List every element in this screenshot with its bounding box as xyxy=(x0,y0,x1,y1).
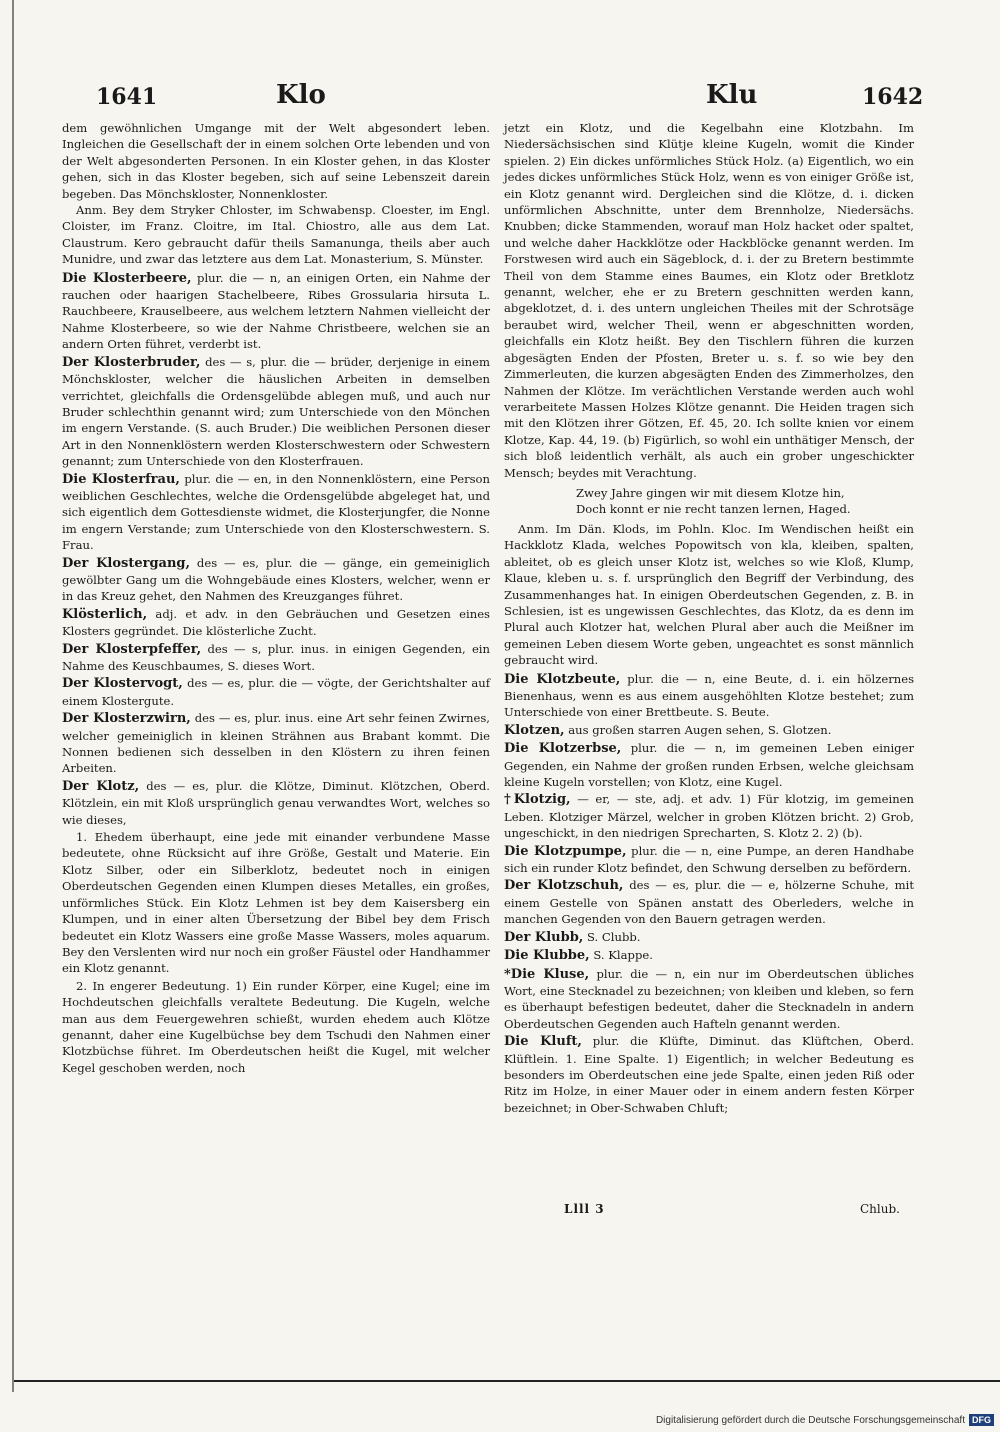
dfg-logo: DFG xyxy=(969,1414,994,1426)
definition: plur. die — n, eine Pumpe, an deren Handhabe sich ein runder Klotz befindet, den Schwung derselben zu befördern. xyxy=(504,843,915,876)
annotation: Anm. Bey dem Stryker Chloster, im Schwabensp. Cloester, im Engl. Cloister, im Franz. Cloitre, im Ital. Chiostro, alle aus dem Lat. Claustrum. Kero gebraucht dafür theils Samanunga, theils aber auch Munidre, und zwar das letztere aus dem Lat. Monasterium, S. Münster. xyxy=(62,203,490,267)
definition: aus großen starren Augen sehen, S. Glotzen. xyxy=(568,722,832,737)
definition: plur. die — n, im gemeinen Leben einiger Gegenden, ein Nahme der großen runden Erbsen, welche gleichsam kleine Kugeln vorstellen; von Klotz, eine Kugel. xyxy=(504,741,915,790)
lemma: Die Klosterbeere, xyxy=(62,270,192,286)
footer-credit xyxy=(656,1414,994,1426)
lemma: Klösterlich, xyxy=(62,606,148,622)
definition: plur. die — n, ein nur im Oberdeutschen übliches Wort, eine Stecknadel zu bezeichnen; von kleiben und kleben, so fern es überhaupt befestigen bedeutet, daher die Stecknadeln in andern Oberdeutschen Gegenden auch Hafteln genannt werden. xyxy=(504,966,914,1031)
running-head-left: Klo xyxy=(276,80,326,110)
entry-klotzschuh xyxy=(504,877,914,927)
lemma: Der Klosterpfeffer, xyxy=(62,641,202,657)
definition: — er, — ste, adj. et adv. 1) Für klotzig, im gemeinen Leben. Klotziger Märzel, welcher in groben Klötzen bricht. 2) Grob, ungeschickt, in den niedrigen Sprecharten, S. Klotz 2. 2) (b). xyxy=(504,792,914,841)
entry-klosterbeere xyxy=(62,270,490,353)
definition: plur. die — en, in den Nonnenklöstern, eine Person weiblichen Geschlechtes, welche die Ordensgelübde abgeleget hat, und sich eigentlich dem Gottesdienste widmet, die Klosterjungfer, die Nonne im engern Verstande; zum Unterschiede von den Klosterschwestern. S. Frau. xyxy=(62,471,491,553)
page-number-left: 1641 xyxy=(96,84,158,110)
entry-kloesterlich xyxy=(62,606,490,640)
entry-klotzig xyxy=(504,791,914,841)
page-edge xyxy=(12,0,14,1392)
lemma: Die Klubbe, xyxy=(504,948,590,964)
entry-klostergang xyxy=(62,555,490,605)
definition: plur. die — n, an einigen Orten, ein Nahme der rauchen oder haarigen Stachelbeere, Ribes Grossularia hirsuta L. Rauchbeere, Krauselbeere, aus welchem letztern Nahmen vielleicht der Nahme Klosterbeere, so wie der Nahme Christbeere, welchen sie an andern Orten führet, verderbt ist. xyxy=(62,270,491,352)
signature-mark: Llll 3 xyxy=(564,1202,605,1216)
definition: plur. die — n, eine Beute, d. i. ein hölzernes Bienenhaus, wenn es aus einem ausgehöhlten Klotze bestehet; zum Unterschiede von einer Brettbeute. S. Beute. xyxy=(504,671,915,720)
verse-quote xyxy=(576,485,914,517)
running-head-right: Klu xyxy=(706,80,758,110)
lemma: Die Kluft, xyxy=(504,1034,582,1050)
entry-klosterpfeffer xyxy=(62,641,490,675)
lemma: Der Klotz, xyxy=(62,778,140,794)
entry-klubbe xyxy=(504,947,914,964)
definition: S. Clubb. xyxy=(587,929,641,944)
entry-klotzen xyxy=(504,722,914,739)
definition: des — es, plur. die — gänge, ein gemeiniglich gewölbter Gang um die Wohngebäude eines Klosters, welcher, wenn er in das Kreuz gehet, den Nahmen des Kreuzganges führet. xyxy=(62,555,490,604)
catchword: Chlub. xyxy=(860,1202,900,1216)
page-number-right: 1642 xyxy=(862,84,924,110)
entry-continuation: jetzt ein Klotz, und die Kegelbahn eine Klotzbahn. Im Niedersächsischen sind Klütje kleine Kugeln, womit die Kinder spielen. 2) Ein dickes unförmliches Stück Holz. (a) Eigentlich, wo ein jedes dickes unförmliches Stück Holz, wenn es von einiger Größe ist, ein Klotz genannt wird. Dergleichen sind die Klötze, d. i. dicken unförmlichen Abschnitte, unter dem Brennholze, Niedersächs. Knubben; dicke Stammenden, worauf man Holz hacket oder spaltet, und welche daher Hackklötze oder Hackblöcke genannt werden. Im Forstwesen wird auch ein Sägeblock, d. i. der zu Bretern bestimmte Theil von dem Stamme eines Baumes, ein Klotz oder Bretklotz genannt, welcher, ehe er zu Bretern geschnitten werden kann, abgeklotzet, d. i. des untern ungleichen Theiles mit der Schrotsäge beraubet wird, welcher Theil, wenn er abgeschnitten worden, gleichfalls ein Klotz heißt. Bey den Tischlern führen die kurzen abgesägten Enden der Pfosten, Breter u. s. f. so wie bey den Zimmerleuten, die kurzen abgesägten Enden des Zimmerholzes, den Nahmen der Klötze. Im verächtlichen Verstande werden auch wohl verarbeitete Massen Holzes Klötze genannt. Die Heiden tragen sich mit den Klötzen ihrer Götzen, Ef. 45, 20. Ich sollte knien vor einem Klotze, Kap. 44, 19. (b) Figürlich, so wohl ein unthätiger Mensch, der sich bloß leidentlich verhält, als auch ein grober ungeschickter Mensch; beydes mit Verachtung. xyxy=(504,121,914,480)
definition: adj. et adv. in den Gebräuchen und Gesetzen eines Klosters gegründet. Die klösterliche Zucht. xyxy=(62,606,491,639)
lemma: Der Klosterzwirn, xyxy=(62,711,191,727)
lemma: Der Klosterbruder, xyxy=(62,354,201,370)
left-column xyxy=(62,120,490,1077)
lemma: †Klotzig, xyxy=(504,792,571,808)
lemma: Klotzen, xyxy=(504,722,565,738)
lemma: Die Klotzbeute, xyxy=(504,671,621,687)
entry-klosterfrau xyxy=(62,471,490,554)
definition: des — es, plur. inus. eine Art sehr feinen Zwirnes, welcher gemeiniglich in kleinen Strähnen aus Brabant kommt. Die Nonnen bedienen sich desselben in den Klöstern zu ihren feinen Arbeiten. xyxy=(62,711,490,776)
verse-line: Doch konnt er nie recht tanzen lernen, Haged. xyxy=(576,501,851,516)
lemma: Der Klotzschuh, xyxy=(504,878,624,894)
lemma: Der Klubb, xyxy=(504,929,584,945)
entry-kluft xyxy=(504,1033,914,1116)
definition: plur. die Klüfte, Diminut. das Klüftchen, Oberd. Klüftlein. 1. Eine Spalte. 1) Eigentlich; in welcher Bedeutung es besonders im Oberdeutschen eine jede Spalte, einen jeden Riß oder Ritz im Holze, in einer Mauer oder in einem andern festen Körper bezeichnet; in Ober-Schwaben Chluft; xyxy=(504,1034,915,1115)
lemma: Der Klostervogt, xyxy=(62,676,183,692)
definition: des — es, plur. die — vögte, der Gerichtshalter auf einem Klostergute. xyxy=(62,676,491,708)
definition: des — s, plur. inus. in einigen Gegenden, ein Nahme des Keuschbaumes, S. dieses Wort. xyxy=(62,641,490,673)
definition: S. Klappe. xyxy=(593,948,653,963)
entry-klotzbeute xyxy=(504,671,914,721)
sense-2: 2. In engerer Bedeutung. 1) Ein runder Körper, eine Kugel; eine im Hochdeutschen gleichfalls veraltete Bedeutung. Die Kugeln, welche man aus dem Feuergewehren schießt, wurden ehedem auch Klötze genannt, daher eine Kugelbüchse bey dem Tschudi den Nahmen einer Klotzbüchse führet. Im Oberdeutschen heißt die Kugel, mit welcher Kegel geschoben werden, noch xyxy=(62,978,490,1075)
bottom-rule xyxy=(14,1380,1000,1382)
right-column xyxy=(504,120,914,1117)
entry-kluse xyxy=(504,966,914,1033)
entry-continuation: dem gewöhnlichen Umgange mit der Welt abgesondert leben. Ingleichen die Gesellschaft der in einem solchen Orte lebenden und von der Welt abgesonderten Personen. In ein Kloster gehen, in das Kloster gehen, sich in das Kloster begeben, sich auf seine Lebenszeit darein begeben. Das Mönchskloster, Nonnenkloster. xyxy=(62,121,490,201)
entry-klotz xyxy=(62,778,490,828)
lemma: Die Klotzerbse, xyxy=(504,741,622,757)
entry-klosterbruder xyxy=(62,354,490,470)
entry-klotzpumpe xyxy=(504,843,914,877)
entry-klubb xyxy=(504,929,914,946)
footer-text: Digitalisierung gefördert durch die Deutsche Forschungsgemeinschaft xyxy=(655,1414,965,1426)
entry-klostervogt xyxy=(62,675,490,709)
lemma: *Die Kluse, xyxy=(504,966,590,982)
verse-line: Zwey Jahre gingen wir mit diesem Klotze hin, xyxy=(576,485,845,500)
entry-klotzerbse xyxy=(504,740,914,790)
lemma: Die Klotzpumpe, xyxy=(504,843,627,859)
lemma: Der Klostergang, xyxy=(62,555,191,571)
annotation: Anm. Im Dän. Klods, im Pohln. Kloc. Im Wendischen heißt ein Hackklotz Klada, welches Popowitsch von kla, kleiben, spalten, ableitet, ob es gleich unser Klotz ist, welches so wie Kloß, Klump, Klaue, kleben u. s. f. ursprünglich den Begriff der Verbindung, des Zusammenhanges hat. In einigen Oberdeutschen Gegenden, z. B. in Schlesien, ist es ungewissen Geschlechtes, das Klotz, da es denn im Plural auch Klotzer hat, welchen Plural aber auch die Meißner im gemeinen Leben diesem Worte geben, ungeachtet es sonst männlich gebraucht wird. xyxy=(504,521,914,668)
definition: des — es, plur. die Klötze, Diminut. Klötzchen, Oberd. Klötzlein, ein mit Kloß ursprünglich genau verwandtes Wort, welches so wie dieses, xyxy=(62,778,490,827)
lemma: Die Klosterfrau, xyxy=(62,471,180,487)
definition: des — es, plur. die — e, hölzerne Schuhe, mit einem Gestelle von Spänen anstatt des Oberleders, welche in manchen Gegenden von den Bauern getragen werden. xyxy=(504,878,914,927)
sense-1: 1. Ehedem überhaupt, eine jede mit einander verbundene Masse bedeutete, ohne Rücksicht auf ihre Größe, Gestalt und Materie. Ein Klotz Silber, oder ein Silberklotz, bedeutet noch in einigen Oberdeutschen Gegenden einen Klumpen dieses Metalles, ein großes, unförmliches Stück. Ein Klotz Lehmen ist bey dem Kaisersberg ein Klumpen, und in einer alten Übersetzung der Bibel bey dem Frisch bedeutet ein Klotz Wassers eine große Masse Wassers, moles aquarum. Bey den Verslenten wird nur noch ein großer Fäustel oder Handhammer ein Klotz genannt. xyxy=(62,830,490,976)
definition: des — s, plur. die — brüder, derjenige in einem Mönchskloster, welcher die häuslichen Arbeiten in demselben verrichtet, gleichfalls die Ordensgelübde ablegen muß, und auch nur Bruder schlechthin genannt wird; zum Unterschiede von den Mönchen im engern Verstande. (S. auch Bruder.) Die weiblichen Personen dieser Art in den Nonnenklöstern werden Klosterschwestern oder Schwestern genannt; zum Unterschiede von den Klosterfrauen. xyxy=(62,354,491,469)
entry-klosterzwirn xyxy=(62,710,490,777)
